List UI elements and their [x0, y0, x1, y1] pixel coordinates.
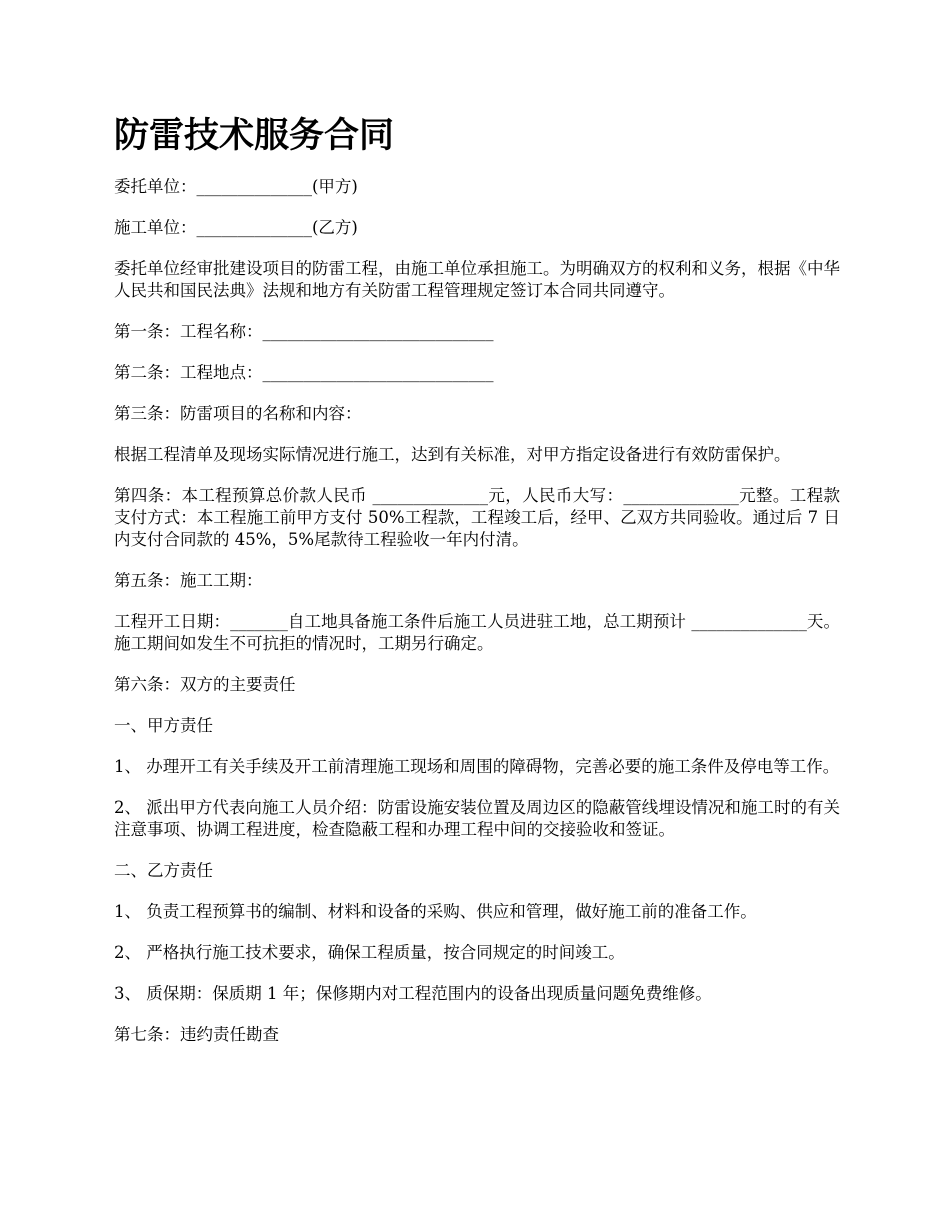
- party-b-item-1: 1、 负责工程预算书的编制、材料和设备的采购、供应和管理，做好施工前的准备工作。: [114, 902, 757, 921]
- party-b-item-2: 2、 严格执行施工技术要求，确保工程质量，按合同规定的时间竣工。: [114, 943, 625, 962]
- party-a-responsibility-heading: 一、甲方责任: [114, 716, 213, 735]
- party-a-item-1: 1、 办理开工有关手续及开工前清理施工现场和周围的障碍物，完善必要的施工条件及停电等工作。: [114, 757, 840, 776]
- article-4-payment: 第四条：本工程预算总价款人民币 ______________元，人民币大写：______________元整。工程款支付方式：本工程施工前甲方支付 50%工程款，工程竣工后，经甲、乙双方共同验收。通过后 7 日内支付合同款的 45%，5%尾款待工程验收一年内付清。: [114, 486, 840, 549]
- contractor-party-line: 施工单位：______________(乙方): [114, 218, 358, 237]
- article-1-project-name: 第一条：工程名称：____________________________: [114, 322, 494, 341]
- party-b-item-3: 3、 质保期：保质期 1 年；保修期内对工程范围内的设备出现质量问题免费维修。: [114, 984, 712, 1003]
- article-5-heading: 第五条：施工工期：: [114, 571, 263, 590]
- article-3-content: 根据工程清单及现场实际情况进行施工，达到有关标准，对甲方指定设备进行有效防雷保护。: [114, 445, 791, 464]
- article-2-project-location: 第二条：工程地点：____________________________: [114, 363, 494, 382]
- document-page: [114, 111, 840, 1065]
- article-7-heading: 第七条：违约责任勘查: [114, 1025, 279, 1044]
- party-a-item-2: 2、 派出甲方代表向施工人员介绍：防雷设施安装位置及周边区的隐蔽管线埋设情况和施工时的有关注意事项、协调工程进度，检查隐蔽工程和办理工程中间的交接验收和签证。: [114, 798, 840, 839]
- article-6-heading: 第六条：双方的主要责任: [114, 675, 296, 694]
- client-party-line: 委托单位：______________(甲方): [114, 177, 358, 196]
- article-5-schedule: 工程开工日期：_______自工地具备施工条件后施工人员进驻工地，总工期预计 ______________天。施工期间如发生不可抗拒的情况时，工期另行确定。: [114, 612, 840, 653]
- article-3-heading: 第三条：防雷项目的名称和内容：: [114, 404, 362, 423]
- preamble-paragraph: 委托单位经审批建设项目的防雷工程，由施工单位承担施工。为明确双方的权利和义务，根据《中华人民共和国民法典》法规和地方有关防雷工程管理规定签订本合同共同遵守。: [114, 259, 840, 300]
- document-title: 防雷技术服务合同: [114, 115, 395, 156]
- party-b-responsibility-heading: 二、乙方责任: [114, 861, 213, 880]
